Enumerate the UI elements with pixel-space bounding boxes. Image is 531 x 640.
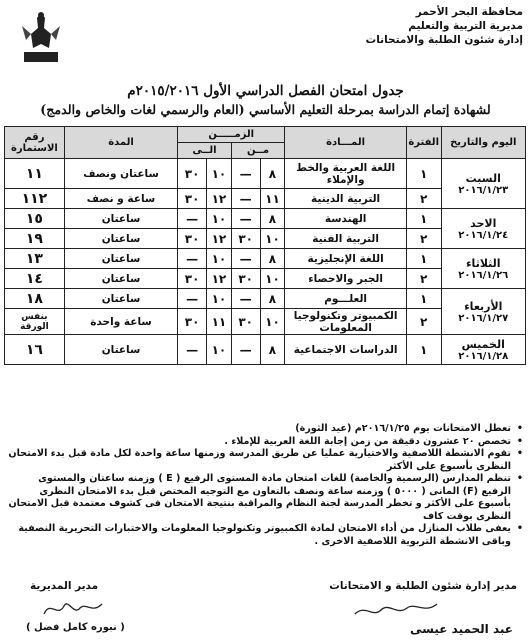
table-row: [5, 159, 526, 189]
exam-date: ٢٠١٦/١/٢٤: [458, 229, 509, 241]
day-name: الثلاثاء: [465, 256, 501, 270]
header-time: الزمـــــن: [178, 127, 285, 143]
header-form-number: رقم الاستمارة: [5, 127, 65, 159]
from-minute-cell: —: [231, 209, 260, 229]
form-number-cell: ١١٢: [5, 189, 65, 209]
note-item: • تعطل الامتحانات يوم ٢٠١٦/١/٢٥م (عيد الثورة): [8, 423, 523, 436]
exam-date: ٢٠١٦/١/٢٧: [458, 312, 509, 324]
period-cell: ٢: [406, 189, 441, 209]
header-day-date: اليوم والتاريخ: [441, 127, 525, 159]
schedule-title: جدول امتحان الفصل الدراسي الأول ٢٠١٥/٢٠١٦م: [127, 83, 404, 99]
duration-cell: ساعتان: [64, 249, 177, 269]
duration-cell: ساعتان: [64, 229, 177, 249]
subject-cell: اللغة العربية والخط والإملاء: [285, 159, 407, 189]
duration-cell: ساعتان: [64, 209, 177, 229]
form-number-cell: بنفس الورقة: [5, 309, 65, 335]
table-row: [5, 289, 526, 309]
day-date-cell: [441, 335, 525, 365]
from-hour-cell: ١١: [260, 189, 285, 209]
duration-cell: ساعتان: [64, 269, 177, 289]
students-affairs-director-name: عبد الحميد عيسى: [410, 622, 513, 636]
duration-cell: ساعتان ونصف: [64, 159, 177, 189]
day-date-cell: [441, 209, 525, 249]
eagle-emblem-icon: [18, 4, 64, 66]
from-hour-cell: ٨: [260, 159, 285, 189]
from-minute-cell: ٣٠: [231, 229, 260, 249]
form-number-cell: ١٣: [5, 249, 65, 269]
header-duration: المدة: [64, 127, 177, 159]
to-hour-cell: ١٢: [207, 229, 232, 249]
note-item: • تنظم المدارس (الرسمية والخاصة) للغات امتحان مادة المستوى الرفيع ( E ) وزمنه ساعتان والمستوى الرفيع (F) المانى ( ٥٠٠٠ ) وزمنه ساعة ونصف بالتعاون مع التوجيه المختص قبل بدء الامتحان النظرى بأسبوع على الأكثر و تخطر المدرسة لجنة النظام والمراقبة بنتيجة الامتحان فى كشوف معتمدة قبل الامتحان النظرى بوقت كاف: [8, 473, 523, 523]
duration-cell: ساعتان: [64, 289, 177, 309]
to-minute-cell: ٣٠: [178, 159, 207, 189]
directorate-director-name: ( نبوره كامل فضل ): [26, 622, 125, 633]
to-minute-cell: —: [178, 249, 207, 269]
form-number-cell: ١١: [5, 159, 65, 189]
to-minute-cell: ٣٠: [178, 229, 207, 249]
note-item: • تقوم الانشطة اللاصفية والاختيارية عمليا عن طريق المدرسة وزمنها ساعة واحدة لكل مادة قبل بدء الامتحان النظرى بأسبوع على الأكثر: [8, 448, 523, 473]
subject-cell: الكمبيوتر وتكنولوجيا المعلومات: [285, 309, 407, 335]
subject-cell: الهندسة: [285, 209, 407, 229]
period-cell: ١: [406, 335, 441, 365]
to-hour-cell: ١٢: [207, 189, 232, 209]
to-hour-cell: ١٠: [207, 249, 232, 269]
schedule-subtitle: لشهادة إتمام الدراسة بمرحلة التعليم الأساسي (العام والرسمي لغات والخاص والدمج): [40, 102, 491, 117]
header-to: الــى: [178, 143, 232, 159]
header-period: الفترة: [406, 127, 441, 159]
to-minute-cell: ٣٠: [178, 269, 207, 289]
day-name: الاحد: [470, 216, 497, 230]
directorate-name: مديرية التربية والتعليم: [408, 20, 523, 32]
from-hour-cell: ٨: [260, 249, 285, 269]
from-minute-cell: ٣٠: [231, 309, 260, 335]
from-hour-cell: ٨: [260, 289, 285, 309]
exam-schedule-table: [4, 126, 526, 365]
table-row: [5, 209, 526, 229]
subject-cell: التربية الفنية: [285, 229, 407, 249]
exam-date: ٢٠١٦/١/٢٦: [458, 269, 509, 281]
from-hour-cell: ٨: [260, 209, 285, 229]
to-hour-cell: ١٠: [207, 289, 232, 309]
period-cell: ٢: [406, 309, 441, 335]
period-cell: ٢: [406, 269, 441, 289]
to-hour-cell: ١١: [207, 309, 232, 335]
form-number-cell: ١٨: [5, 289, 65, 309]
period-cell: ١: [406, 159, 441, 189]
exam-date: ٢٠١٦/١/٢٨: [458, 350, 509, 362]
period-cell: ١: [406, 249, 441, 269]
day-date-cell: [441, 289, 525, 335]
to-hour-cell: ١٢: [207, 269, 232, 289]
from-minute-cell: —: [231, 249, 260, 269]
from-minute-cell: —: [231, 335, 260, 365]
from-minute-cell: ٣٠: [231, 269, 260, 289]
to-minute-cell: —: [178, 289, 207, 309]
governorate-name: محافظة البحر الأحمر: [415, 6, 523, 18]
to-hour-cell: ١٠: [207, 209, 232, 229]
header-subject: المـــادة: [285, 127, 407, 159]
duration-cell: ساعة واحدة: [64, 309, 177, 335]
form-number-cell: ١٥: [5, 209, 65, 229]
subject-cell: العلـــوم: [285, 289, 407, 309]
form-number-cell: ١٤: [5, 269, 65, 289]
to-minute-cell: ٣٠: [178, 309, 207, 335]
period-cell: ١: [406, 209, 441, 229]
day-date-cell: [441, 159, 525, 209]
students-affairs-director-title: مدير إدارة شئون الطلبة و الامتحانات: [329, 580, 517, 592]
note-item: • تخصص ٢٠ عشرون دقيقة من زمن إجابة اللغة العربية للإملاء .: [8, 436, 523, 449]
table-row: [5, 335, 526, 365]
to-hour-cell: ١٠: [207, 335, 232, 365]
day-name: الخميس: [461, 337, 505, 351]
subject-cell: الدراسات الاجتماعية: [285, 335, 407, 365]
form-number-cell: ١٦: [5, 335, 65, 365]
to-minute-cell: —: [178, 209, 207, 229]
subject-cell: الجبر والاحصاء: [285, 269, 407, 289]
to-hour-cell: ١٠: [207, 159, 232, 189]
note-item: • يعفى طلاب المنازل من أداء الامتحان لمادة الكمبيوتر وتكنولوجيا المعلومات والاختبارات التحريرية النصفية وباقى الانشطة التربوية اللاصفية الاخرى .: [8, 523, 523, 548]
duration-cell: ساعة و نصف: [64, 189, 177, 209]
to-minute-cell: —: [178, 335, 207, 365]
from-hour-cell: ١٠: [260, 309, 285, 335]
day-name: السبت: [465, 171, 501, 185]
notes-list: [8, 423, 523, 548]
director-signature: [40, 596, 110, 626]
header-from: مــن: [231, 143, 285, 159]
from-minute-cell: —: [231, 189, 260, 209]
period-cell: ١: [406, 289, 441, 309]
directorate-director-title: مدير المديرية: [30, 580, 99, 592]
subject-cell: التربية الدينية: [285, 189, 407, 209]
from-hour-cell: ٨: [260, 335, 285, 365]
administration-name: إدارة شئون الطلبة والامتحانات: [365, 34, 523, 46]
subject-cell: اللغة الإنجليزية: [285, 249, 407, 269]
duration-cell: ساعتان: [64, 335, 177, 365]
from-minute-cell: —: [231, 159, 260, 189]
students-affairs-signature: [351, 598, 441, 626]
to-minute-cell: ٣٠: [178, 189, 207, 209]
table-row: [5, 249, 526, 269]
form-number-cell: ١٩: [5, 229, 65, 249]
from-hour-cell: ١٠: [260, 229, 285, 249]
day-date-cell: [441, 249, 525, 289]
from-hour-cell: ١٠: [260, 269, 285, 289]
from-minute-cell: —: [231, 289, 260, 309]
exam-date: ٢٠١٦/١/٢٣: [458, 184, 509, 196]
period-cell: ٢: [406, 229, 441, 249]
day-name: الأربعاء: [464, 299, 503, 313]
